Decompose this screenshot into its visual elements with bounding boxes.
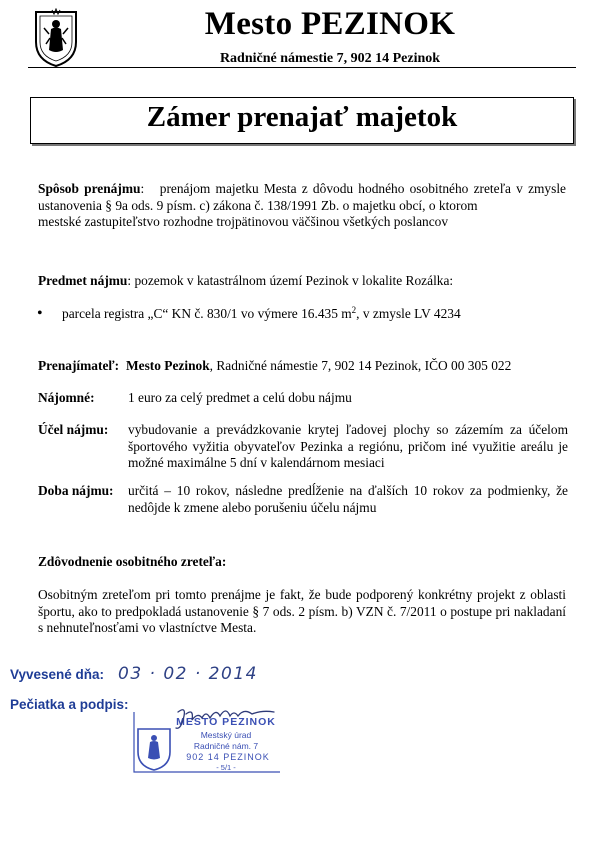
duration-label: Doba nájmu: (38, 483, 114, 498)
posted-date-value: 03 · 02 · 2014 (118, 664, 258, 684)
lease-method-text: prenájom majetku Mesta z dôvodu hodného osobitného zreteľa v zmysle ustanovenia § 9a ods. 9 písm. c) zákona č. 138/1991 Zb. o majetku obcí, o ktorom (38, 181, 566, 213)
lessor-value (126, 358, 511, 375)
stamp-line-street: Radničné nám. 7 (193, 741, 259, 751)
area-unit-exponent: 2 (351, 305, 357, 315)
lessor-label: Prenajímateľ: (38, 358, 120, 373)
stamp-line-number: - 5/1 - (216, 763, 236, 772)
city-title: Mesto PEZINOK (204, 6, 456, 42)
lease-subject-paragraph: Predmet nájmu: pozemok v katastrálnom území Pezinok v lokalite Rozálka: (38, 273, 454, 288)
coat-of-arms-icon (32, 8, 80, 68)
rent-label: Nájomné: (38, 390, 95, 405)
lease-subject-label: Predmet nájmu (38, 273, 128, 288)
document-title: Zámer prenajať majetok (146, 101, 458, 133)
parcel-text-end: , v zmysle LV 4234 (356, 306, 461, 321)
lease-method-paragraph: Spôsob prenájmu: prenájom majetku Mesta z dôvodu hodného osobitného zreteľa v zmysle ustanovenia § 9a ods. 9 písm. c) zákona č. 138/1991 Zb. o majetku obcí, o ktorom (38, 181, 566, 213)
handwritten-signature (172, 704, 282, 734)
purpose-value: vybudovanie a prevádzkovanie krytej ľadovej plochy so zázemím za účelom športového vyžitia obyvateľov Pezinka a regiónu, pričom iné využitie areálu je možné maximálne 5 dní v kalendárnom mesiaci (128, 422, 568, 471)
stamp-line-postcode: 902 14 PEZINOK (186, 752, 270, 762)
lease-subject-text: pozemok v katastrálnom území Pezinok v lokalite Rozálka: (134, 273, 454, 288)
justification-text: Osobitným zreteľom pri tomto prenájme je fakt, že bude podporený konkrétny projekt z oblasti športu, ako to predpokladá ustanovenie § 7 ods. 2 písm. b) VZN č. 7/2011 o postupe pri nakladaní s nehnuteľnosťami vo vlastníctve Mesta. (38, 587, 566, 636)
parcel-text: parcela registra „C“ KN č. 830/1 vo výmere 16.435 m (62, 306, 352, 321)
lease-method-label: Spôsob prenájmu (38, 181, 141, 196)
lease-method-last-line: mestské zastupiteľstvo rozhodne trojpätinovou väčšinou všetkých poslancov (38, 214, 449, 229)
lessor-details: , Radničné námestie 7, 902 14 Pezinok, IČO 00 305 022 (209, 358, 512, 373)
lessor-name: Mesto Pezinok (126, 358, 210, 373)
duration-value: určitá – 10 rokov, následne predĺženie na ďalších 10 rokov za podmienky, že nedôjde k zmene alebo porušeniu účelu nájmu (128, 483, 568, 515)
stamp-signature-label: Pečiatka a podpis: (10, 697, 129, 712)
posted-date-label: Vyvesené dňa: (10, 667, 105, 682)
bullet-icon: • (37, 305, 43, 322)
header-divider (28, 67, 576, 68)
rent-value: 1 euro za celý predmet a celú dobu nájmu (128, 390, 352, 405)
stamp-line-office: Mestský úrad (200, 730, 252, 740)
stamp-seal-icon (134, 726, 174, 772)
purpose-label: Účel nájmu: (38, 422, 109, 437)
stamp-line-city: MESTO PEZINOK (176, 716, 276, 728)
justification-title: Zdôvodnenie osobitného zreteľa: (38, 554, 227, 569)
city-address: Radničné námestie 7, 902 14 Pezinok (219, 51, 441, 66)
parcel-item (62, 306, 461, 323)
